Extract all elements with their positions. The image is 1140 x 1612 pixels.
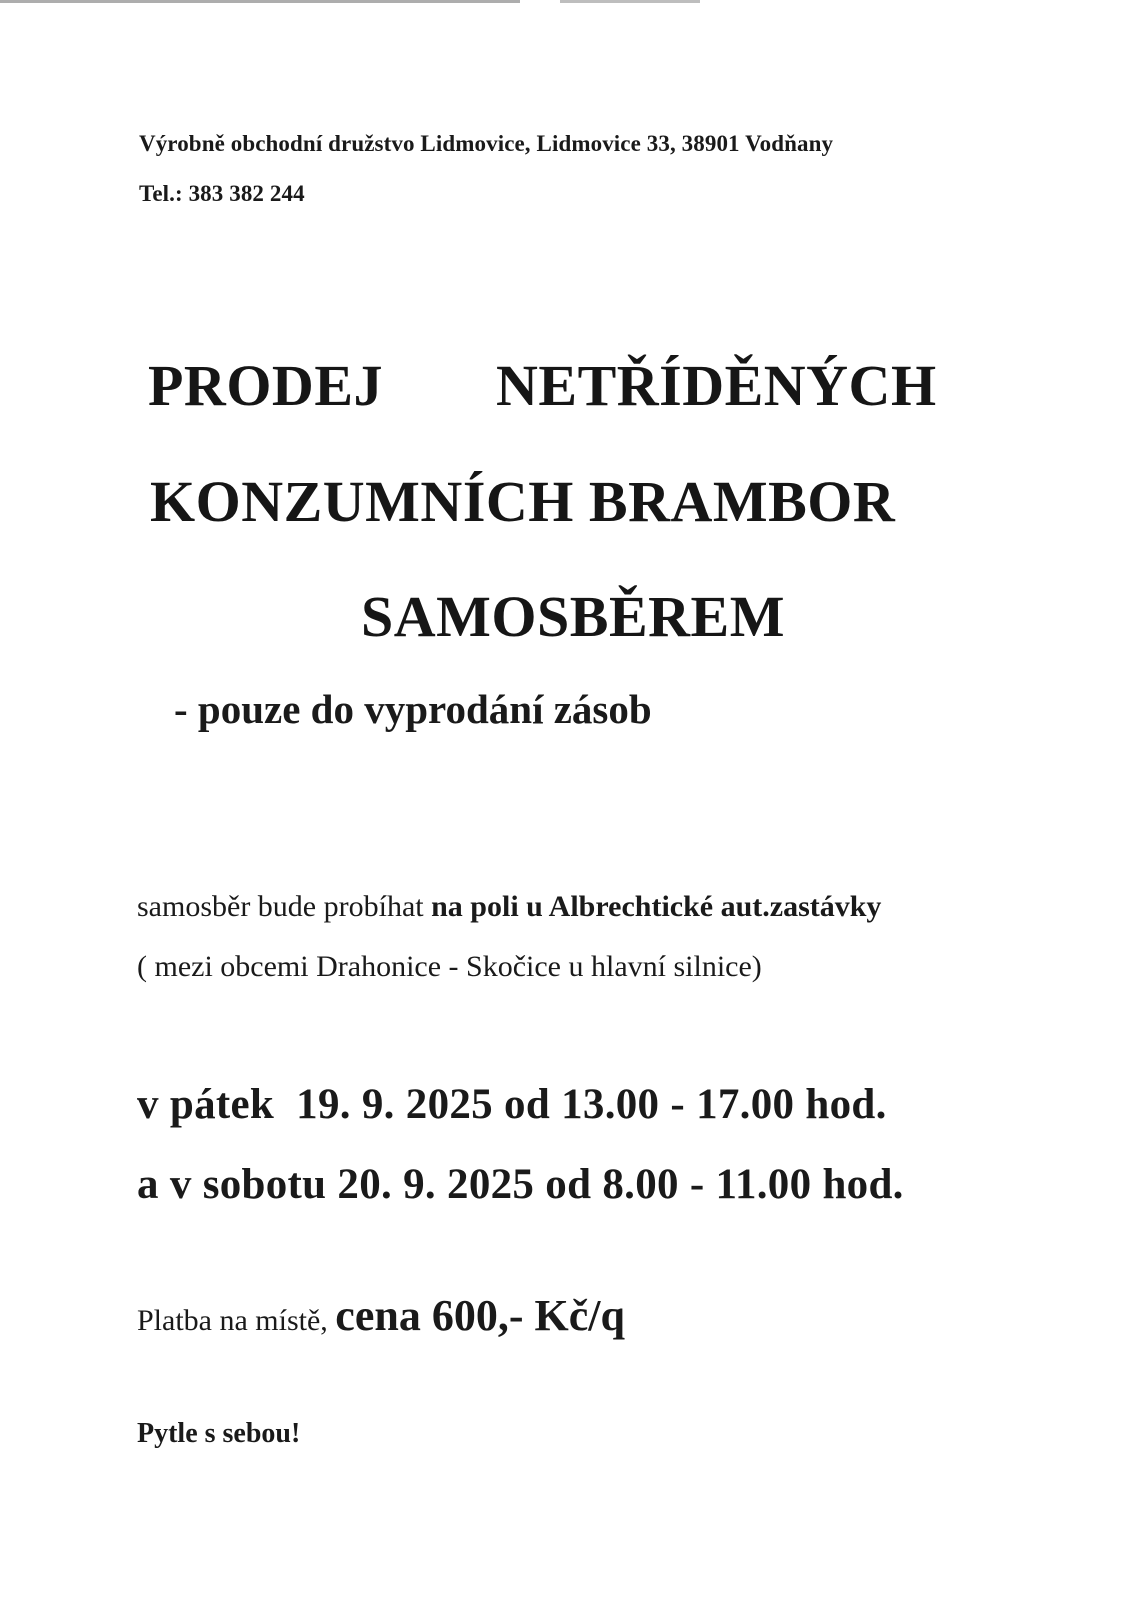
title-word-netridenych: NETŘÍDĚNÝCH (496, 353, 937, 418)
title-word-prodej: PRODEJ (148, 353, 383, 418)
title-line-3 (0, 583, 1140, 650)
price: cena 600,- Kč/q (335, 1291, 625, 1340)
payment-prefix: Platba na místě, (137, 1304, 336, 1337)
payment-line (137, 1290, 625, 1341)
bags-note: Pytle s sebou! (137, 1418, 301, 1449)
subnote: - pouze do vyprodání zásob (174, 686, 652, 732)
location-prefix: samosběr bude probíhat (137, 890, 432, 923)
location-detail: ( mezi obcemi Drahonice - Skočice u hlavní silnice) (137, 950, 762, 983)
title-line-3-text: SAMOSBĚREM (361, 584, 785, 649)
scan-edge (0, 0, 1140, 3)
phone-line: Tel.: 383 382 244 (139, 181, 305, 206)
title-line-2-text: KONZUMNÍCH BRAMBOR (150, 469, 896, 534)
location-line (137, 890, 881, 924)
location-place: na poli u Albrechtické aut.zastávky (431, 890, 882, 923)
date-friday: v pátek 19. 9. 2025 od 13.00 - 17.00 hod. (137, 1081, 887, 1128)
date-saturday: a v sobotu 20. 9. 2025 od 8.00 - 11.00 hod. (137, 1161, 904, 1208)
organization-line: Výrobně obchodní družstvo Lidmovice, Lidmovice 33, 38901 Vodňany (139, 131, 834, 156)
